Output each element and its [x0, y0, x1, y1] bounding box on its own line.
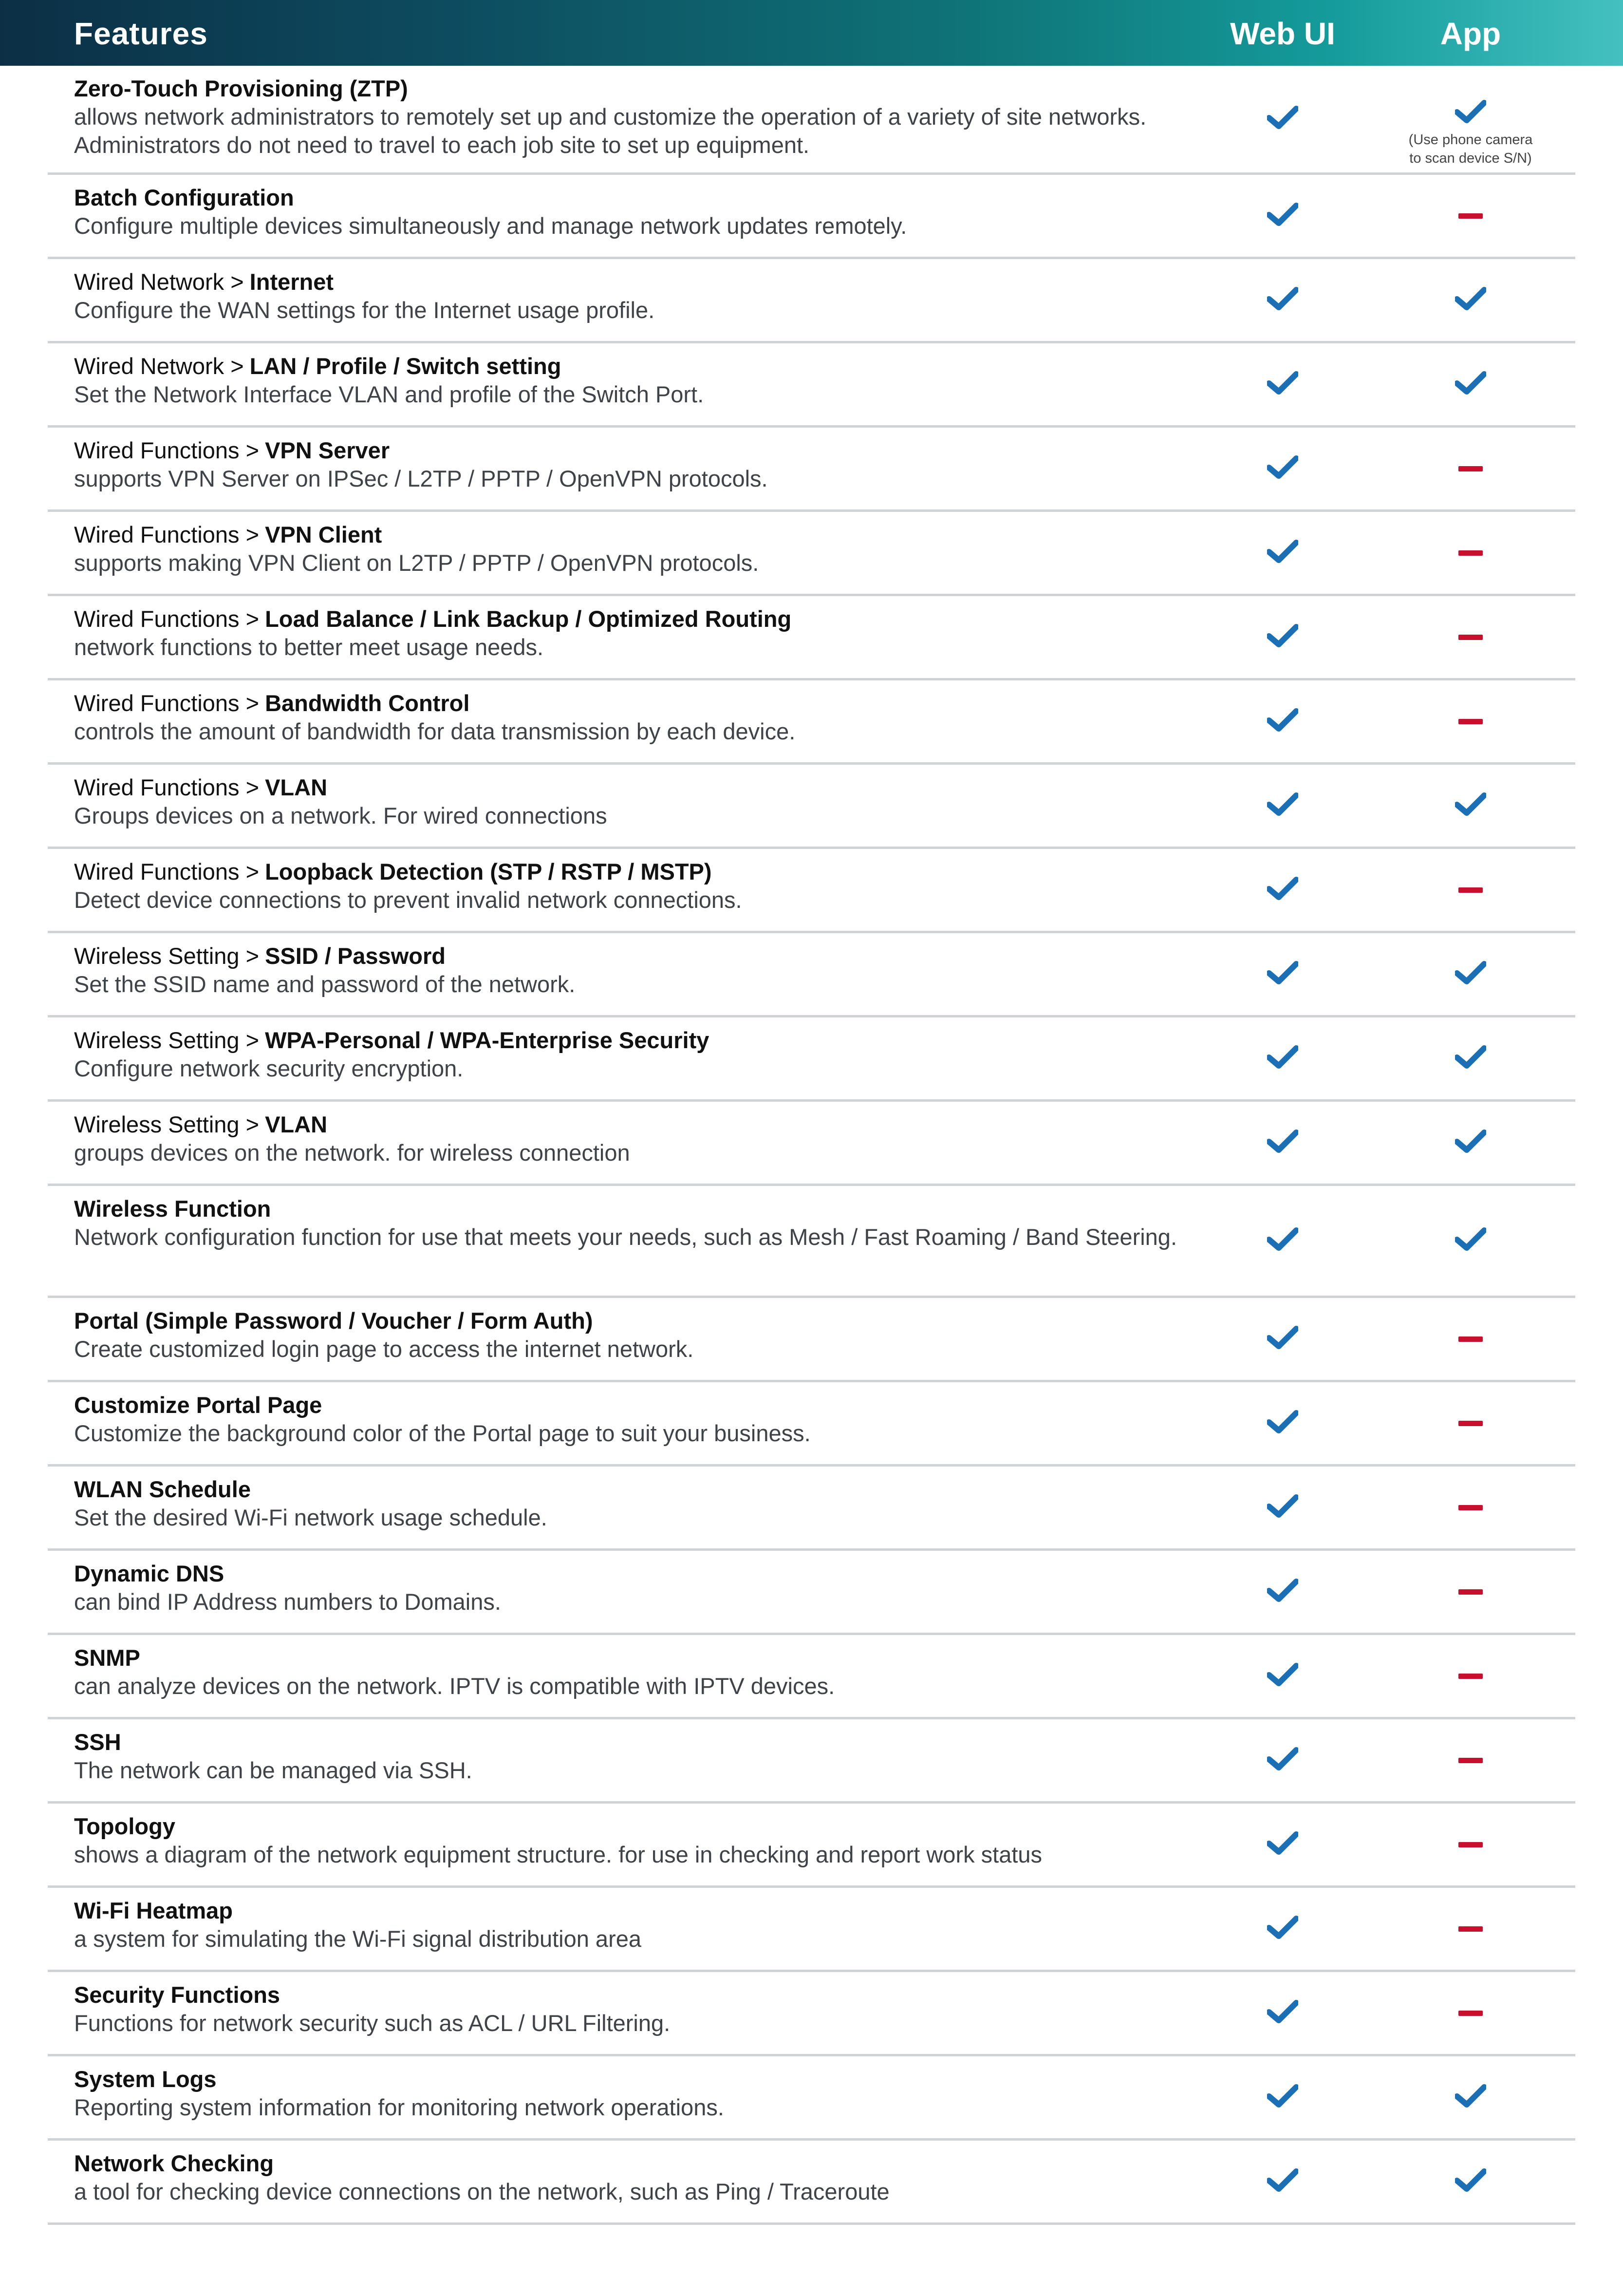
table-row	[48, 1382, 1575, 1467]
check-icon-svg	[1267, 1045, 1298, 1070]
feature-category: Wired Functions >	[74, 606, 260, 632]
check-icon-svg	[1455, 961, 1486, 985]
web-ui-support-cell	[1210, 1186, 1356, 1296]
check-icon	[1267, 287, 1298, 314]
check-icon-svg	[1267, 1579, 1298, 1603]
app-support-cell	[1398, 1719, 1544, 1801]
feature-description: Functions for network security such as ACL / URL Filtering.	[74, 2010, 671, 2036]
feature-description: Reporting system information for monitoring network operations.	[74, 2094, 724, 2120]
feature-cell	[74, 858, 1199, 914]
check-icon-svg	[1267, 371, 1298, 395]
feature-category: Wired Network >	[74, 269, 244, 295]
app-support-cell	[1398, 66, 1544, 172]
feature-cell	[74, 184, 1199, 240]
dash-icon	[1458, 550, 1483, 556]
feature-title-line	[74, 436, 1199, 465]
table-row	[48, 1551, 1575, 1635]
feature-description: The network can be managed via SSH.	[74, 1757, 472, 1783]
feature-title: Internet	[249, 269, 334, 295]
feature-title: Wireless Function	[74, 1196, 271, 1222]
app-support-cell	[1398, 1186, 1544, 1296]
feature-title: Topology	[74, 1813, 175, 1839]
feature-title-line	[74, 184, 1199, 212]
dash-icon	[1458, 1421, 1483, 1426]
feature-title: System Logs	[74, 2066, 217, 2092]
app-support-cell	[1398, 1298, 1544, 1380]
feature-description: Set the SSID name and password of the network.	[74, 971, 576, 997]
feature-title: Network Checking	[74, 2150, 274, 2176]
check-icon-svg	[1455, 2168, 1486, 2193]
feature-title: Batch Configuration	[74, 185, 294, 210]
dash-icon	[1458, 1926, 1483, 1932]
app-support-cell	[1398, 849, 1544, 931]
feature-description: Set the desired Wi-Fi network usage schedule.	[74, 1505, 547, 1530]
check-icon-svg	[1267, 203, 1298, 227]
app-support-cell	[1398, 1102, 1544, 1184]
feature-category: Wireless Setting >	[74, 1027, 260, 1053]
feature-description: Customize the background color of the Portal page to suit your business.	[74, 1420, 811, 1446]
web-ui-support-cell	[1210, 765, 1356, 847]
feature-category: Wired Functions >	[74, 437, 260, 463]
check-icon-svg	[1267, 961, 1298, 985]
feature-cell	[74, 2149, 1199, 2206]
check-icon-svg	[1267, 877, 1298, 901]
app-support-cell	[1398, 1972, 1544, 2054]
check-icon-svg	[1267, 540, 1298, 564]
feature-description: supports VPN Server on IPSec / L2TP / PPTP / OpenVPN protocols.	[74, 466, 768, 491]
feature-cell	[74, 1391, 1199, 1448]
check-icon	[1455, 287, 1486, 314]
feature-title: Zero-Touch Provisioning (ZTP)	[74, 75, 408, 101]
check-icon-svg	[1267, 1494, 1298, 1519]
check-icon	[1267, 203, 1298, 229]
table-header	[0, 0, 1623, 66]
table-row	[48, 849, 1575, 933]
feature-description: Set the Network Interface VLAN and profile of the Switch Port.	[74, 381, 704, 407]
table-row	[48, 66, 1575, 175]
app-support-cell	[1398, 2141, 1544, 2222]
web-ui-support-cell	[1210, 596, 1356, 678]
feature-cell	[74, 1897, 1199, 1953]
feature-title: LAN / Profile / Switch setting	[249, 353, 561, 379]
table-row	[48, 343, 1575, 428]
web-ui-support-cell	[1210, 1804, 1356, 1885]
web-ui-support-cell	[1210, 1719, 1356, 1801]
check-icon-svg	[1267, 2084, 1298, 2108]
feature-cell	[74, 1475, 1199, 1532]
feature-title: SSH	[74, 1729, 121, 1755]
table-row	[48, 2056, 1575, 2141]
web-ui-support-cell	[1210, 1102, 1356, 1184]
feature-description: allows network administrators to remotely set up and customize the operation of a variety of site networks. Administrators do not need to travel to each job site to set up equipment.	[74, 104, 1147, 158]
feature-category: Wireless Setting >	[74, 943, 260, 969]
dash-icon	[1458, 887, 1483, 893]
feature-title: VLAN	[265, 1111, 328, 1137]
app-support-cell	[1398, 1635, 1544, 1717]
table-row	[48, 1719, 1575, 1804]
check-icon-svg	[1267, 287, 1298, 311]
app-support-cell	[1398, 1382, 1544, 1464]
check-icon	[1267, 1494, 1298, 1521]
feature-category: Wired Functions >	[74, 690, 260, 716]
check-icon-svg	[1455, 1129, 1486, 1154]
web-ui-support-cell	[1210, 1298, 1356, 1380]
app-support-cell	[1398, 259, 1544, 341]
feature-cell	[74, 942, 1199, 998]
app-support-cell	[1398, 1017, 1544, 1099]
check-icon-svg	[1455, 371, 1486, 395]
feature-title-line	[74, 1644, 1199, 1672]
app-support-cell	[1398, 596, 1544, 678]
feature-title: Portal (Simple Password / Voucher / Form Auth)	[74, 1308, 593, 1334]
table-row	[48, 933, 1575, 1017]
web-ui-support-cell	[1210, 1635, 1356, 1717]
dash-icon	[1458, 1589, 1483, 1595]
check-icon-svg	[1455, 1045, 1486, 1070]
check-icon	[1455, 371, 1486, 398]
feature-title-line	[74, 1475, 1199, 1504]
check-icon-svg	[1455, 2084, 1486, 2108]
web-ui-support-cell	[1210, 175, 1356, 257]
check-icon	[1267, 2084, 1298, 2111]
feature-table	[48, 66, 1575, 2225]
check-icon	[1267, 540, 1298, 566]
web-ui-support-cell	[1210, 1467, 1356, 1548]
check-icon	[1267, 1045, 1298, 1072]
feature-description: Configure the WAN settings for the Internet usage profile.	[74, 297, 655, 323]
check-icon	[1267, 1129, 1298, 1156]
check-icon	[1267, 877, 1298, 903]
check-icon	[1455, 100, 1486, 127]
dash-icon	[1458, 1842, 1483, 1847]
check-icon-svg	[1267, 1227, 1298, 1252]
feature-title: Security Functions	[74, 1982, 280, 2008]
app-note	[1409, 131, 1533, 168]
check-icon	[1267, 1410, 1298, 1437]
check-icon-svg	[1267, 1326, 1298, 1350]
check-icon	[1267, 371, 1298, 398]
dash-icon	[1458, 1336, 1483, 1342]
table-row	[48, 259, 1575, 343]
feature-cell	[74, 352, 1199, 409]
check-icon	[1267, 106, 1298, 132]
feature-description: Create customized login page to access the internet network.	[74, 1336, 694, 1362]
feature-description: groups devices on the network. for wireless connection	[74, 1140, 630, 1166]
feature-description: a system for simulating the Wi-Fi signal distribution area	[74, 1926, 641, 1952]
feature-title: Bandwidth Control	[265, 690, 470, 716]
check-icon-svg	[1267, 792, 1298, 817]
feature-description: Groups devices on a network. For wired connections	[74, 803, 607, 828]
app-support-cell	[1398, 428, 1544, 509]
table-row	[48, 2141, 1575, 2225]
web-ui-support-cell	[1210, 680, 1356, 762]
feature-title-line	[74, 1110, 1199, 1139]
table-row	[48, 1888, 1575, 1972]
feature-cell	[74, 773, 1199, 830]
web-ui-support-cell	[1210, 2141, 1356, 2222]
table-row	[48, 175, 1575, 259]
web-ui-support-cell	[1210, 512, 1356, 594]
dash-icon	[1458, 635, 1483, 640]
table-row	[48, 1804, 1575, 1888]
app-support-cell	[1398, 680, 1544, 762]
feature-title: VPN Server	[265, 437, 390, 463]
app-support-cell	[1398, 1551, 1544, 1633]
check-icon	[1267, 1747, 1298, 1774]
feature-cell	[74, 1026, 1199, 1083]
check-icon	[1455, 1129, 1486, 1156]
web-ui-support-cell	[1210, 66, 1356, 172]
feature-title-line	[74, 521, 1199, 549]
check-icon-svg	[1455, 100, 1486, 124]
check-icon-svg	[1267, 624, 1298, 648]
table-row	[48, 596, 1575, 680]
check-icon	[1455, 792, 1486, 819]
feature-title: VLAN	[265, 774, 328, 800]
feature-title-line	[74, 1391, 1199, 1419]
web-ui-support-cell	[1210, 849, 1356, 931]
dash-icon	[1458, 1505, 1483, 1510]
feature-cell	[74, 1644, 1199, 1700]
web-ui-support-cell	[1210, 1888, 1356, 1970]
web-ui-support-cell	[1210, 1382, 1356, 1464]
check-icon-svg	[1267, 1129, 1298, 1154]
feature-title: Wi-Fi Heatmap	[74, 1898, 233, 1923]
feature-title: Load Balance / Link Backup / Optimized Routing	[265, 606, 792, 632]
check-icon	[1267, 1663, 1298, 1690]
app-support-cell	[1398, 1467, 1544, 1548]
check-icon-svg	[1267, 1747, 1298, 1771]
dash-icon	[1458, 719, 1483, 724]
feature-title-line	[74, 1026, 1199, 1054]
feature-description: supports making VPN Client on L2TP / PPTP / OpenVPN protocols.	[74, 550, 759, 576]
feature-title-line	[74, 689, 1199, 717]
check-icon	[1267, 1227, 1298, 1254]
check-icon-svg	[1267, 708, 1298, 733]
feature-title: Loopback Detection (STP / RSTP / MSTP)	[265, 859, 712, 885]
table-row	[48, 1017, 1575, 1102]
web-ui-support-cell	[1210, 1017, 1356, 1099]
feature-title-line	[74, 1728, 1199, 1756]
check-icon	[1267, 1326, 1298, 1353]
app-support-cell	[1398, 512, 1544, 594]
feature-description: shows a diagram of the network equipment structure. for use in checking and report work status	[74, 1842, 1043, 1867]
header-web-ui: Web UI	[1230, 16, 1335, 51]
table-row	[48, 428, 1575, 512]
feature-description: Network configuration function for use that meets your needs, such as Mesh / Fast Roaming / Band Steering.	[74, 1224, 1177, 1250]
app-support-cell	[1398, 1888, 1544, 1970]
check-icon	[1267, 1579, 1298, 1605]
feature-title-line	[74, 858, 1199, 886]
feature-title: Dynamic DNS	[74, 1561, 224, 1586]
check-icon	[1455, 1227, 1486, 1254]
check-icon	[1267, 2168, 1298, 2195]
feature-cell	[74, 689, 1199, 746]
feature-cell	[74, 521, 1199, 577]
check-icon	[1455, 961, 1486, 988]
check-icon-svg	[1267, 106, 1298, 130]
feature-cell	[74, 1110, 1199, 1167]
feature-title-line	[74, 605, 1199, 633]
feature-title: WPA-Personal / WPA-Enterprise Security	[265, 1027, 709, 1053]
feature-cell	[74, 268, 1199, 324]
feature-category: Wired Network >	[74, 353, 244, 379]
feature-title: WLAN Schedule	[74, 1476, 251, 1502]
check-icon-svg	[1267, 455, 1298, 480]
feature-description: can bind IP Address numbers to Domains.	[74, 1589, 501, 1615]
check-icon-svg	[1267, 2000, 1298, 2024]
feature-cell	[74, 1307, 1199, 1363]
feature-title: Customize Portal Page	[74, 1392, 322, 1418]
feature-cell	[74, 1728, 1199, 1785]
feature-title-line	[74, 1307, 1199, 1335]
feature-cell	[74, 605, 1199, 661]
feature-description: a tool for checking device connections on the network, such as Ping / Traceroute	[74, 2179, 890, 2204]
app-support-cell	[1398, 2056, 1544, 2138]
dash-icon	[1458, 1674, 1483, 1679]
header-app: App	[1440, 16, 1501, 51]
table-row	[48, 1635, 1575, 1719]
feature-title-line	[74, 352, 1199, 380]
check-icon-svg	[1267, 1410, 1298, 1434]
app-support-cell	[1398, 343, 1544, 425]
app-note-line: (Use phone camera	[1408, 132, 1533, 148]
dash-icon	[1458, 466, 1483, 471]
feature-title-line	[74, 268, 1199, 296]
app-support-cell	[1398, 1804, 1544, 1885]
feature-cell	[74, 1560, 1199, 1616]
feature-description: controls the amount of bandwidth for data transmission by each device.	[74, 718, 796, 744]
check-icon	[1455, 1045, 1486, 1072]
check-icon	[1455, 2168, 1486, 2195]
app-note-line: to scan device S/N)	[1409, 151, 1532, 166]
web-ui-support-cell	[1210, 933, 1356, 1015]
feature-cell	[74, 436, 1199, 493]
web-ui-support-cell	[1210, 343, 1356, 425]
check-icon	[1267, 1831, 1298, 1858]
check-icon	[1267, 1916, 1298, 1942]
feature-title-line	[74, 773, 1199, 802]
feature-category: Wired Functions >	[74, 859, 260, 885]
feature-title-line	[74, 1812, 1199, 1841]
feature-title-line	[74, 2149, 1199, 2178]
web-ui-support-cell	[1210, 428, 1356, 509]
check-icon-svg	[1267, 1916, 1298, 1940]
table-row	[48, 1972, 1575, 2056]
table-row	[48, 512, 1575, 596]
feature-cell	[74, 75, 1199, 159]
table-row	[48, 1102, 1575, 1186]
web-ui-support-cell	[1210, 259, 1356, 341]
check-icon	[1267, 708, 1298, 735]
header-features: Features	[74, 16, 208, 51]
check-icon	[1267, 455, 1298, 482]
feature-title-line	[74, 75, 1199, 103]
table-row	[48, 765, 1575, 849]
table-row	[48, 1298, 1575, 1382]
feature-title-line	[74, 1195, 1199, 1223]
feature-description: network functions to better meet usage needs.	[74, 634, 544, 660]
feature-cell	[74, 1812, 1199, 1869]
check-icon	[1267, 2000, 1298, 2027]
app-support-cell	[1398, 933, 1544, 1015]
check-icon	[1455, 2084, 1486, 2111]
feature-title-line	[74, 942, 1199, 970]
web-ui-support-cell	[1210, 1972, 1356, 2054]
feature-category: Wired Functions >	[74, 774, 260, 800]
feature-description: can analyze devices on the network. IPTV is compatible with IPTV devices.	[74, 1673, 835, 1699]
dash-icon	[1458, 1758, 1483, 1763]
check-icon	[1267, 961, 1298, 988]
feature-title: SNMP	[74, 1645, 140, 1671]
feature-category: Wired Functions >	[74, 522, 260, 547]
table-row	[48, 1467, 1575, 1551]
feature-title-line	[74, 1981, 1199, 2009]
check-icon	[1267, 624, 1298, 651]
feature-title-line	[74, 1897, 1199, 1925]
feature-description: Configure multiple devices simultaneously and manage network updates remotely.	[74, 213, 907, 239]
app-support-cell	[1398, 765, 1544, 847]
check-icon-svg	[1455, 287, 1486, 311]
check-icon-svg	[1267, 1831, 1298, 1856]
feature-title: VPN Client	[265, 522, 382, 547]
check-icon	[1267, 792, 1298, 819]
table-row	[48, 680, 1575, 765]
feature-title-line	[74, 1560, 1199, 1588]
table-row	[48, 1186, 1575, 1298]
feature-category: Wireless Setting >	[74, 1111, 260, 1137]
feature-description: Configure network security encryption.	[74, 1055, 464, 1081]
dash-icon	[1458, 213, 1483, 219]
check-icon-svg	[1267, 1663, 1298, 1687]
feature-title-line	[74, 2065, 1199, 2093]
app-support-cell	[1398, 175, 1544, 257]
feature-description: Detect device connections to prevent invalid network connections.	[74, 887, 742, 913]
check-icon-svg	[1455, 792, 1486, 817]
web-ui-support-cell	[1210, 1551, 1356, 1633]
web-ui-support-cell	[1210, 2056, 1356, 2138]
feature-title: SSID / Password	[265, 943, 446, 969]
feature-cell	[74, 1195, 1199, 1251]
feature-cell	[74, 1981, 1199, 2037]
dash-icon	[1458, 2011, 1483, 2016]
feature-cell	[74, 2065, 1199, 2122]
check-icon-svg	[1267, 2168, 1298, 2193]
check-icon-svg	[1455, 1227, 1486, 1252]
